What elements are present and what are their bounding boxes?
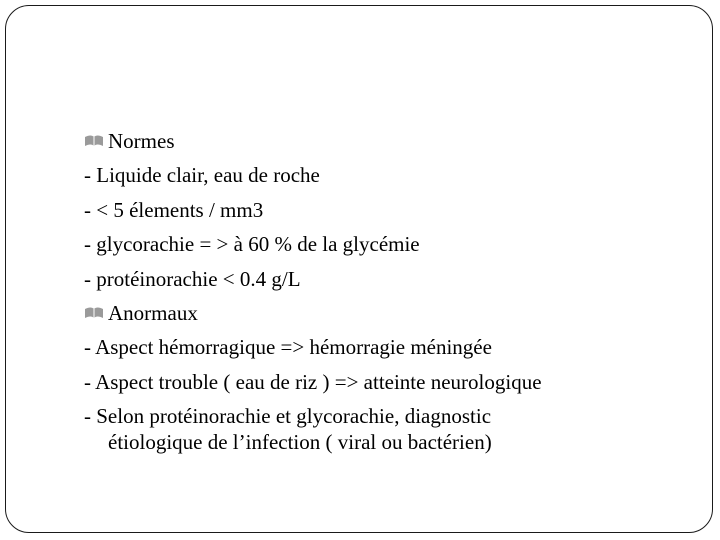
slide-frame — [5, 5, 713, 533]
bullet-normes — [84, 124, 684, 158]
list-item: - glycorachie = > à 60 % de la glycémie — [84, 232, 420, 257]
bullet-anormaux — [84, 296, 684, 330]
list-item: - Liquide clair, eau de roche — [84, 163, 320, 188]
list-item: - protéinorachie < 0.4 g/L — [84, 266, 301, 291]
book-bullet-icon — [84, 134, 104, 148]
book-bullet-icon — [84, 306, 104, 320]
slide-content — [84, 124, 684, 456]
list-item: - Aspect trouble ( eau de riz ) => atteinte neurologique — [84, 369, 542, 394]
bullet-label: Normes — [108, 129, 175, 153]
list-item: - < 5 élements / mm3 — [84, 197, 264, 222]
bullet-label: Anormaux — [108, 300, 198, 325]
list-item-continuation: étiologique de l’infection ( viral ou bactérien) — [108, 429, 492, 454]
list-item: - Aspect hémorragique => hémorragie méningée — [84, 335, 492, 360]
list-item: - Selon protéinorachie et glycorachie, diagnostic — [84, 404, 492, 429]
